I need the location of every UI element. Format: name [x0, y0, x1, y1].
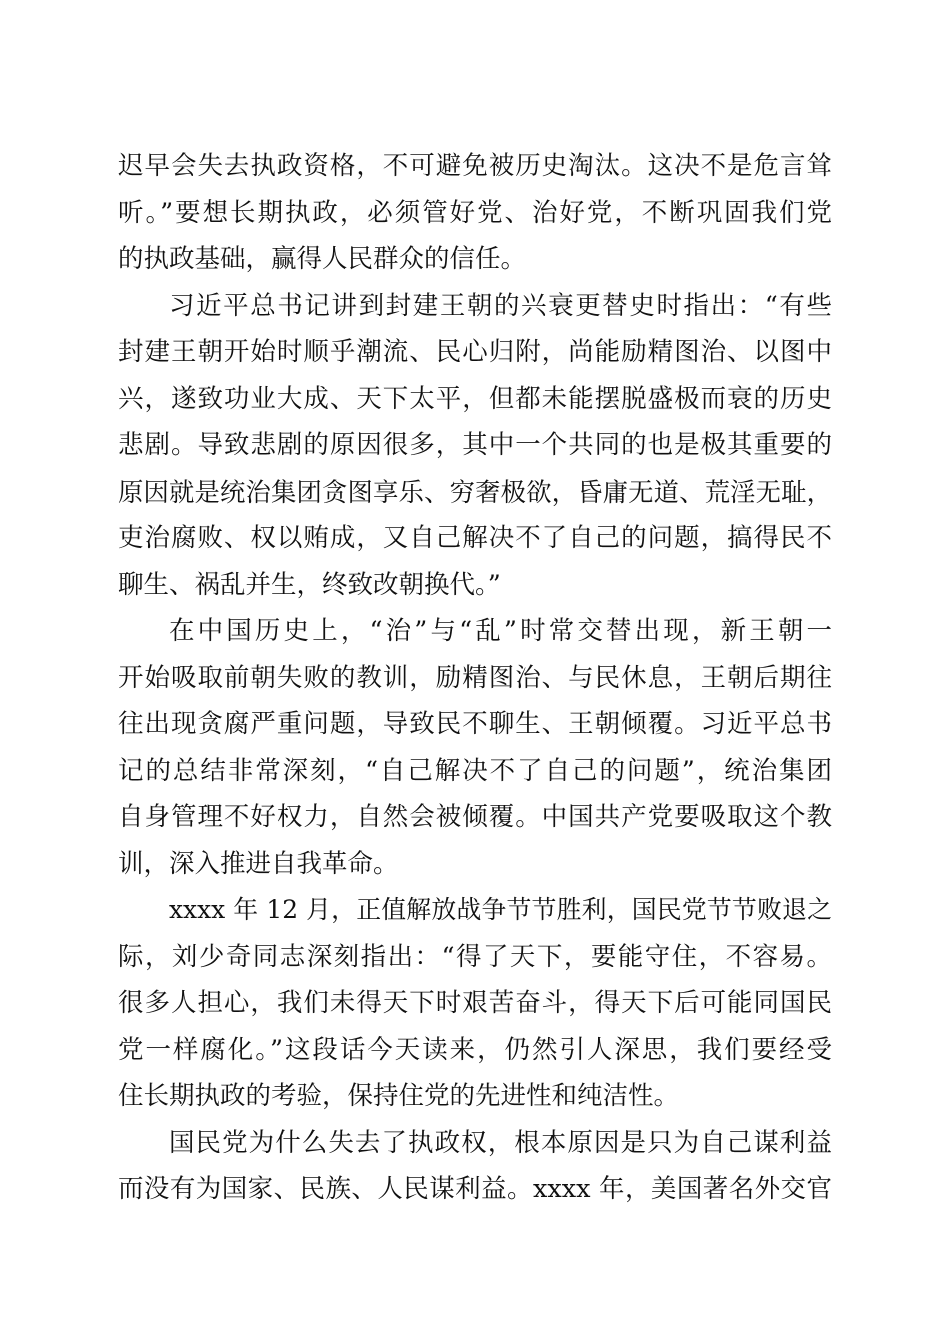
text-line: 习近平总书记讲到封建王朝的兴衰更替史时指出：“有些	[169, 290, 832, 321]
text-line: 住长期执政的考验，保持住党的先进性和纯洁性。	[118, 1081, 680, 1111]
text-line: 际，刘少奇同志深刻指出：“得了天下，要能守住，不容易。	[118, 941, 832, 972]
text-line: 国民党为什么失去了执政权，根本原因是只为自己谋利益	[169, 1127, 832, 1158]
text-line: 而没有为国家、民族、人民谋利益。xxxx 年，美国著名外交官	[118, 1174, 832, 1204]
text-line: 迟早会失去执政资格，不可避免被历史淘汰。这决不是危言耸	[118, 151, 832, 181]
text-line: 原因就是统治集团贪图享乐、穷奢极欲，昏庸无道、荒淫无耻，	[118, 476, 832, 507]
text-line: 聊生、祸乱并生，终致改朝换代。”	[118, 569, 501, 600]
text-line: xxxx 年 12 月，正值解放战争节节胜利，国民党节节败退之	[169, 895, 832, 924]
text-line: 悲剧。导致悲剧的原因很多，其中一个共同的也是极其重要的	[118, 430, 832, 460]
text-line: 的执政基础，赢得人民群众的信任。	[118, 244, 527, 274]
text-line: 吏治腐败、权以贿成，又自己解决不了自己的问题，搞得民不	[118, 523, 832, 553]
text-line: 封建王朝开始时顺乎潮流、民心归附，尚能励精图治、以图中	[118, 337, 832, 367]
text-line: 听。”要想长期执政，必须管好党、治好党，不断巩固我们党	[118, 197, 832, 228]
document-body	[118, 143, 832, 1213]
text-line: 在中国历史上，“治”与“乱”时常交替出现，新王朝一	[169, 616, 832, 646]
text-line: 往出现贪腐严重问题，导致民不聊生、王朝倾覆。习近平总书	[118, 709, 832, 739]
text-line: 很多人担心，我们未得天下时艰苦奋斗，得天下后可能同国民	[118, 988, 832, 1018]
text-line: 记的总结非常深刻，“自己解决不了自己的问题”，统治集团	[118, 755, 832, 786]
text-line: 自身管理不好权力，自然会被倾覆。中国共产党要吸取这个教	[118, 802, 832, 832]
text-line: 党一样腐化。”这段话今天读来，仍然引人深思，我们要经受	[118, 1034, 832, 1065]
text-line: 兴，遂致功业大成、天下太平，但都未能摆脱盛极而衰的历史	[118, 383, 832, 414]
text-line: 训，深入推进自我革命。	[118, 848, 399, 879]
text-line: 开始吸取前朝失败的教训，励精图治、与民休息，王朝后期往	[118, 662, 832, 693]
